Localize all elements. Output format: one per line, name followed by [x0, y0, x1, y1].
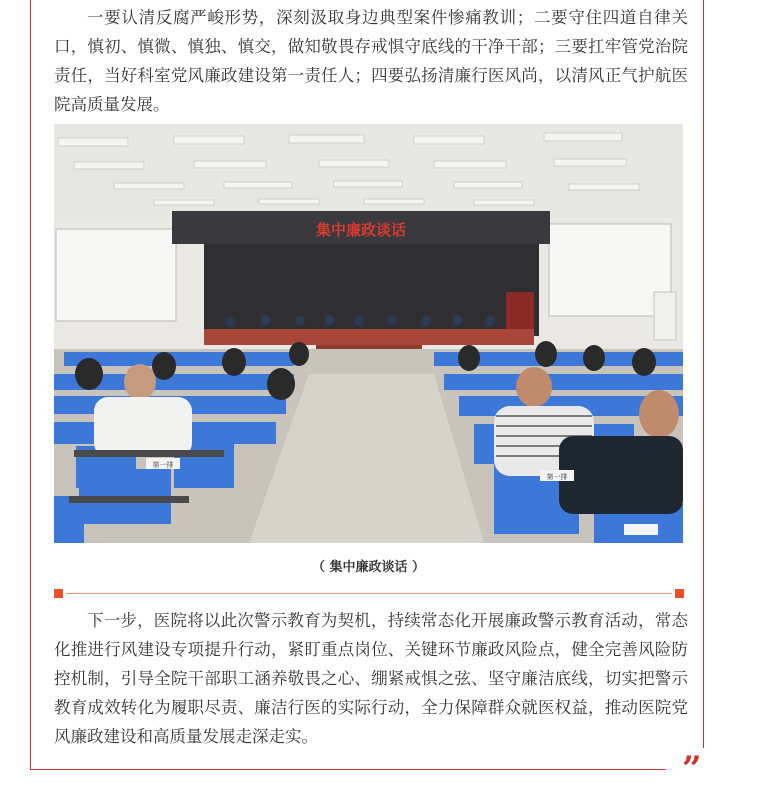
chair-label-right: 第一排	[546, 473, 568, 481]
divider-dot-left	[54, 589, 63, 598]
photo-caption: （ 集中廉政谈话 ）	[311, 560, 426, 575]
divider-dot-right	[675, 589, 684, 598]
frame-left-border	[30, 0, 31, 770]
meeting-photo	[54, 124, 683, 543]
frame-bottom-border	[30, 769, 666, 770]
stage-banner-text: 集中廉政谈话	[315, 221, 407, 239]
chair-label-left: 第一排	[152, 461, 174, 469]
closing-quote-icon: ”	[682, 749, 702, 789]
paragraph-next-steps: 下一步，医院将以此次警示教育为契机，持续常态化开展廉政警示教育活动，常态化推进行风建设专项提升行动，紧盯重点岗位、关键环节廉政风险点，健全完善风险防控机制，引导全院干部职工涵养敬畏之心、绷紧戒惧之弦、坚守廉洁底线，切实把警示教育成效转化为履职尽责、廉洁行医的实际行动，全力保障群众就医权益，推动医院党风廉政建设和高质量发展走深走实。	[54, 611, 688, 746]
frame-right-border	[703, 0, 704, 748]
paragraph-intro: 一要认清反腐严峻形势，深刻汲取身边典型案件惨痛教训；二要守住四道自律关口，慎初、慎微、慎独、慎交，做知敬畏存戒惧守底线的干净干部；三要扛牢管党治院责任，当好科室党风廉政建设第一责任人；四要弘扬清廉行医风尚，以清风正气护航医院高质量发展。	[54, 8, 688, 114]
divider-line	[66, 593, 672, 594]
